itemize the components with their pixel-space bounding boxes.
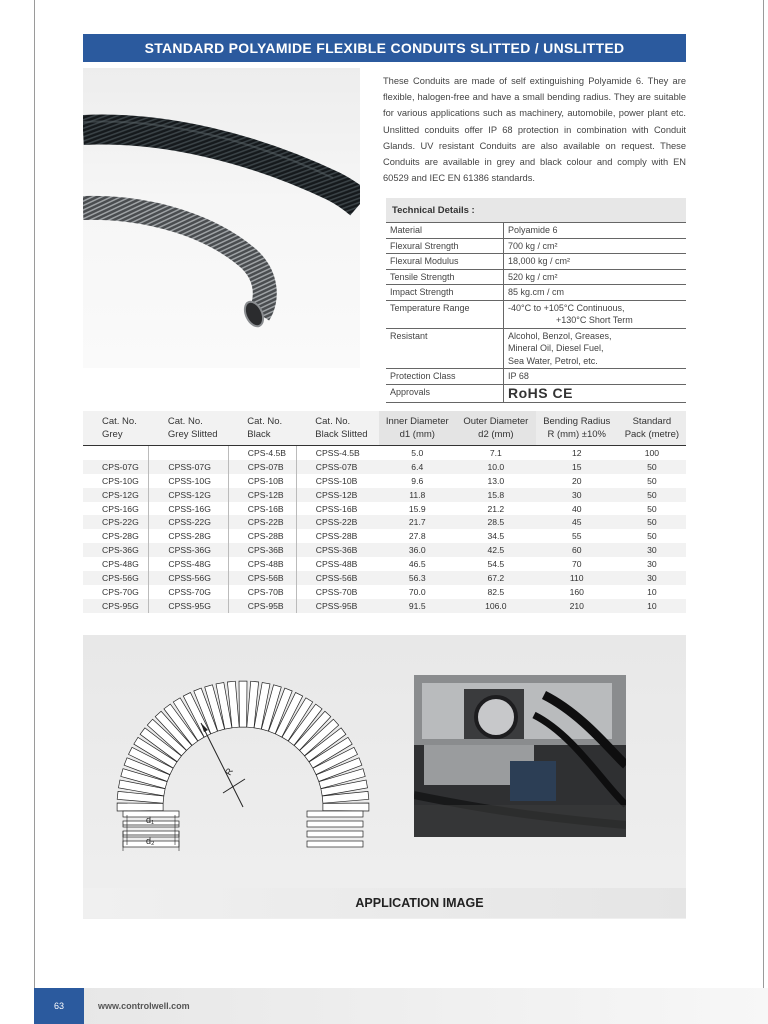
rohs-ce-mark: RoHS CE — [508, 384, 573, 401]
application-photo — [414, 675, 626, 837]
d1-label: d₁ — [146, 815, 155, 825]
table-cell: 54.5 — [487, 559, 505, 570]
tech-value: 18,000 kg / cm² — [504, 254, 687, 270]
table-cell: 70.0 — [408, 586, 426, 597]
conduit-rib — [307, 821, 363, 827]
tech-row — [386, 269, 686, 285]
column-header — [379, 411, 456, 446]
table-cell: CPS-56B — [228, 571, 296, 585]
column-header-line: Inner Diameter — [385, 416, 449, 427]
tech-value-line: -40°C to +105°C Continuous, — [508, 302, 625, 313]
tech-row — [386, 300, 686, 328]
table-row — [83, 543, 686, 557]
bending-radius-diagram — [83, 635, 383, 919]
table-cell: 11.8 — [379, 488, 456, 502]
table-row — [83, 571, 686, 585]
table-cell: 7.1 — [489, 447, 502, 458]
table-row — [83, 585, 686, 599]
radius-label: R — [223, 766, 235, 777]
column-header — [149, 411, 228, 446]
table-cell: 15 — [536, 460, 618, 474]
tech-row — [386, 223, 686, 239]
table-cell: CPSS-95B — [296, 599, 378, 613]
tech-value-line: +130°C Short Term — [556, 315, 633, 325]
table-cell: CPSS-28G — [149, 529, 228, 543]
application-image-caption: APPLICATION IMAGE — [83, 888, 686, 918]
table-cell: 91.5 — [379, 599, 456, 613]
column-header-line: Grey — [102, 429, 123, 440]
table-cell: CPSS-70G — [149, 585, 228, 599]
column-header-line: Standard — [632, 416, 672, 427]
radius-tick — [223, 779, 245, 793]
conduit-image — [83, 68, 360, 368]
conduit-rib — [307, 841, 363, 847]
table-cell: 15.8 — [456, 488, 536, 502]
table-row — [83, 474, 686, 488]
product-photo — [83, 68, 360, 368]
tech-value: IP 68 — [504, 369, 687, 385]
table-cell: 21.2 — [487, 503, 505, 514]
table-cell: 70 — [571, 559, 582, 570]
table-cell: 36.0 — [379, 543, 456, 557]
table-cell: 50 — [618, 460, 686, 474]
conduit-rib — [307, 811, 363, 817]
column-header — [618, 411, 686, 446]
table-cell: 50 — [647, 531, 657, 542]
table-cell: 30 — [536, 488, 618, 502]
radius-line — [201, 723, 243, 807]
table-cell: 210 — [536, 599, 618, 613]
tech-row — [386, 254, 686, 270]
table-cell: CPSS-36B — [296, 543, 378, 557]
tech-value — [504, 328, 687, 369]
table-cell: CPSS-16G — [149, 502, 228, 516]
table-cell: 82.5 — [487, 586, 505, 597]
column-header-line: Cat. No. — [102, 416, 137, 427]
table-cell: CPS-22G — [83, 515, 149, 529]
table-cell: 27.8 — [408, 531, 426, 542]
application-image — [414, 675, 626, 837]
table-cell: 9.6 — [411, 475, 424, 486]
column-header-line: Black Slitted — [315, 429, 368, 440]
page-number: 63 — [34, 988, 84, 1024]
conduit-rib — [323, 803, 369, 811]
table-cell: 15.9 — [408, 503, 426, 514]
table-cell: CPS-07G — [83, 460, 149, 474]
column-header-line: Cat. No. — [315, 416, 351, 427]
table-cell: CPS-12B — [228, 488, 296, 502]
column-header — [83, 411, 149, 446]
tech-row — [386, 328, 686, 369]
column-header-line: Bending Radius — [543, 416, 611, 427]
column-header-line: d2 (mm) — [478, 429, 514, 440]
table-cell: CPSS-95G — [149, 599, 228, 613]
technical-details-heading: Technical Details : — [386, 198, 686, 222]
table-cell: CPS-22B — [228, 515, 296, 529]
table-cell: 20 — [571, 475, 582, 486]
table-cell: 42.5 — [456, 543, 536, 557]
column-header-line: R (mm) ±10% — [547, 429, 606, 440]
table-row — [83, 599, 686, 613]
table-row — [83, 446, 686, 460]
tech-value — [504, 300, 687, 328]
table-row — [83, 502, 686, 516]
tech-value: 85 kg.cm / cm — [504, 285, 687, 301]
table-cell: 21.7 — [379, 515, 456, 529]
table-cell: 28.5 — [456, 515, 536, 529]
table-cell: CPSS-16B — [296, 502, 378, 516]
table-cell: CPSS-07G — [149, 460, 228, 474]
table-cell: CPSS-70B — [296, 585, 378, 599]
table-row — [83, 460, 686, 474]
tech-label: Impact Strength — [386, 285, 504, 301]
table-cell: 34.5 — [487, 531, 505, 542]
tech-label: Protection Class — [386, 369, 504, 385]
table-cell: 30 — [647, 559, 657, 570]
table-cell: 40 — [571, 503, 582, 514]
table-cell: CPS-36G — [83, 543, 149, 557]
product-description: These Conduits are made of self extinguishing Polyamide 6. They are flexible, halogen-free and have a small bending radius. They are suitable for various applications such as machinery, automobile, power plant etc. Unslitted conduits offer IP 68 protection in combination with Conduit Glands. UV resistant Conduits are also available on request. These Conduits are available in grey and black colour and comply with EN 60529 and IEC EN 61386 standards. — [383, 76, 686, 184]
catalog-body — [83, 446, 686, 613]
table-cell: CPS-48B — [228, 557, 296, 571]
table-cell: 106.0 — [456, 599, 536, 613]
table-cell: 55 — [571, 531, 582, 542]
table-cell — [83, 446, 149, 460]
tech-label: Flexural Modulus — [386, 254, 504, 270]
table-cell: 30 — [618, 571, 686, 585]
table-cell: CPSS-22G — [149, 515, 228, 529]
table-cell: CPSS-10B — [296, 474, 378, 488]
tech-label: Material — [386, 223, 504, 239]
table-cell: 10.0 — [456, 460, 536, 474]
table-cell: 5.0 — [411, 447, 424, 458]
table-cell: CPSS-12B — [296, 488, 378, 502]
table-cell: CPS-4.5B — [228, 446, 296, 460]
table-cell: 160 — [569, 586, 584, 597]
table-cell: CPSS-12G — [149, 488, 228, 502]
table-cell: CPS-70B — [228, 585, 296, 599]
column-header — [536, 411, 618, 446]
column-header-line: Black — [247, 429, 271, 440]
table-cell: CPSS-4.5B — [296, 446, 378, 460]
table-cell: CPSS-36G — [149, 543, 228, 557]
column-header-line: Outer Diameter — [463, 416, 529, 427]
conduit-ribs — [117, 681, 369, 847]
page-title: STANDARD POLYAMIDE FLEXIBLE CONDUITS SLITTED / UNSLITTED — [83, 34, 686, 62]
table-row — [83, 557, 686, 571]
table-cell: CPS-28G — [102, 531, 139, 542]
table-cell: CPS-56G — [83, 571, 149, 585]
d2-label: d₂ — [146, 836, 155, 846]
tech-row — [386, 369, 686, 385]
catalog-table — [83, 411, 686, 613]
table-cell: CPS-10B — [228, 474, 296, 488]
table-cell: CPS-16G — [102, 503, 139, 514]
technical-details-table — [386, 222, 686, 403]
column-header-line: Cat. No. — [167, 416, 203, 427]
table-cell: 6.4 — [379, 460, 456, 474]
table-cell: CPS-10G — [102, 475, 139, 486]
website-url: www.controlwell.com — [98, 1001, 190, 1011]
table-cell: 50 — [647, 475, 657, 486]
table-cell: CPSS-48G — [149, 557, 228, 571]
table-cell: CPSS-10G — [149, 474, 228, 488]
table-cell: CPS-16B — [228, 502, 296, 516]
table-cell: CPS-95G — [83, 599, 149, 613]
table-cell: CPS-70G — [102, 586, 139, 597]
column-header-line: Cat. No. — [247, 416, 283, 427]
catalog-header-row — [83, 411, 686, 446]
conduit-rib — [307, 831, 363, 837]
table-cell: CPSS-07B — [296, 460, 378, 474]
table-row — [83, 515, 686, 529]
table-cell: CPSS-28B — [296, 529, 378, 543]
table-cell: 50 — [647, 503, 657, 514]
column-header-line: Grey Slitted — [167, 429, 218, 440]
tech-label: Temperature Range — [386, 300, 504, 328]
table-cell — [149, 446, 228, 460]
table-row — [83, 529, 686, 543]
table-cell: 100 — [644, 447, 660, 458]
table-cell: 67.2 — [456, 571, 536, 585]
table-cell: 10 — [618, 599, 686, 613]
tech-value: 700 kg / cm² — [504, 238, 687, 254]
tech-label: Resistant — [386, 328, 504, 369]
table-cell: CPSS-56G — [149, 571, 228, 585]
tech-label: Flexural Strength — [386, 238, 504, 254]
table-cell: CPSS-48B — [296, 557, 378, 571]
tech-row — [386, 285, 686, 301]
column-header-line: Pack (metre) — [624, 429, 680, 440]
table-row — [83, 488, 686, 502]
table-cell: CPSS-56B — [296, 571, 378, 585]
column-header-line: d1 (mm) — [399, 429, 435, 440]
tech-value: Polyamide 6 — [504, 223, 687, 239]
table-cell: 60 — [536, 543, 618, 557]
tech-label: Tensile Strength — [386, 269, 504, 285]
table-cell: CPS-07B — [228, 460, 296, 474]
table-cell: 45 — [536, 515, 618, 529]
table-cell: CPS-12G — [83, 488, 149, 502]
table-cell: CPS-36B — [228, 543, 296, 557]
tech-row — [386, 384, 686, 403]
table-cell: 50 — [618, 515, 686, 529]
tech-row — [386, 238, 686, 254]
approvals-logos — [504, 384, 687, 403]
tech-value-line: Sea Water, Petrol, etc. — [508, 355, 598, 366]
tech-label: Approvals — [386, 384, 504, 403]
column-header — [228, 411, 296, 446]
table-cell: CPS-28B — [228, 529, 296, 543]
table-cell: CPS-95B — [228, 599, 296, 613]
tech-value-line: Alcohol, Benzol, Greases, — [508, 330, 612, 341]
table-cell: 12 — [571, 447, 582, 458]
column-header — [296, 411, 378, 446]
table-cell: CPS-48G — [102, 559, 139, 570]
tech-value-line: Mineral Oil, Diesel Fuel, — [508, 343, 604, 353]
table-cell: 30 — [618, 543, 686, 557]
table-cell: 13.0 — [487, 475, 505, 486]
table-cell: 50 — [618, 488, 686, 502]
table-cell: CPSS-22B — [296, 515, 378, 529]
tech-value: 520 kg / cm² — [504, 269, 687, 285]
conduit-rib — [117, 803, 163, 811]
table-cell: 10 — [647, 586, 657, 597]
conduit-rib — [239, 681, 247, 727]
table-cell: 56.3 — [379, 571, 456, 585]
table-cell: 110 — [536, 571, 618, 585]
table-cell: 46.5 — [408, 559, 426, 570]
column-header — [456, 411, 536, 446]
